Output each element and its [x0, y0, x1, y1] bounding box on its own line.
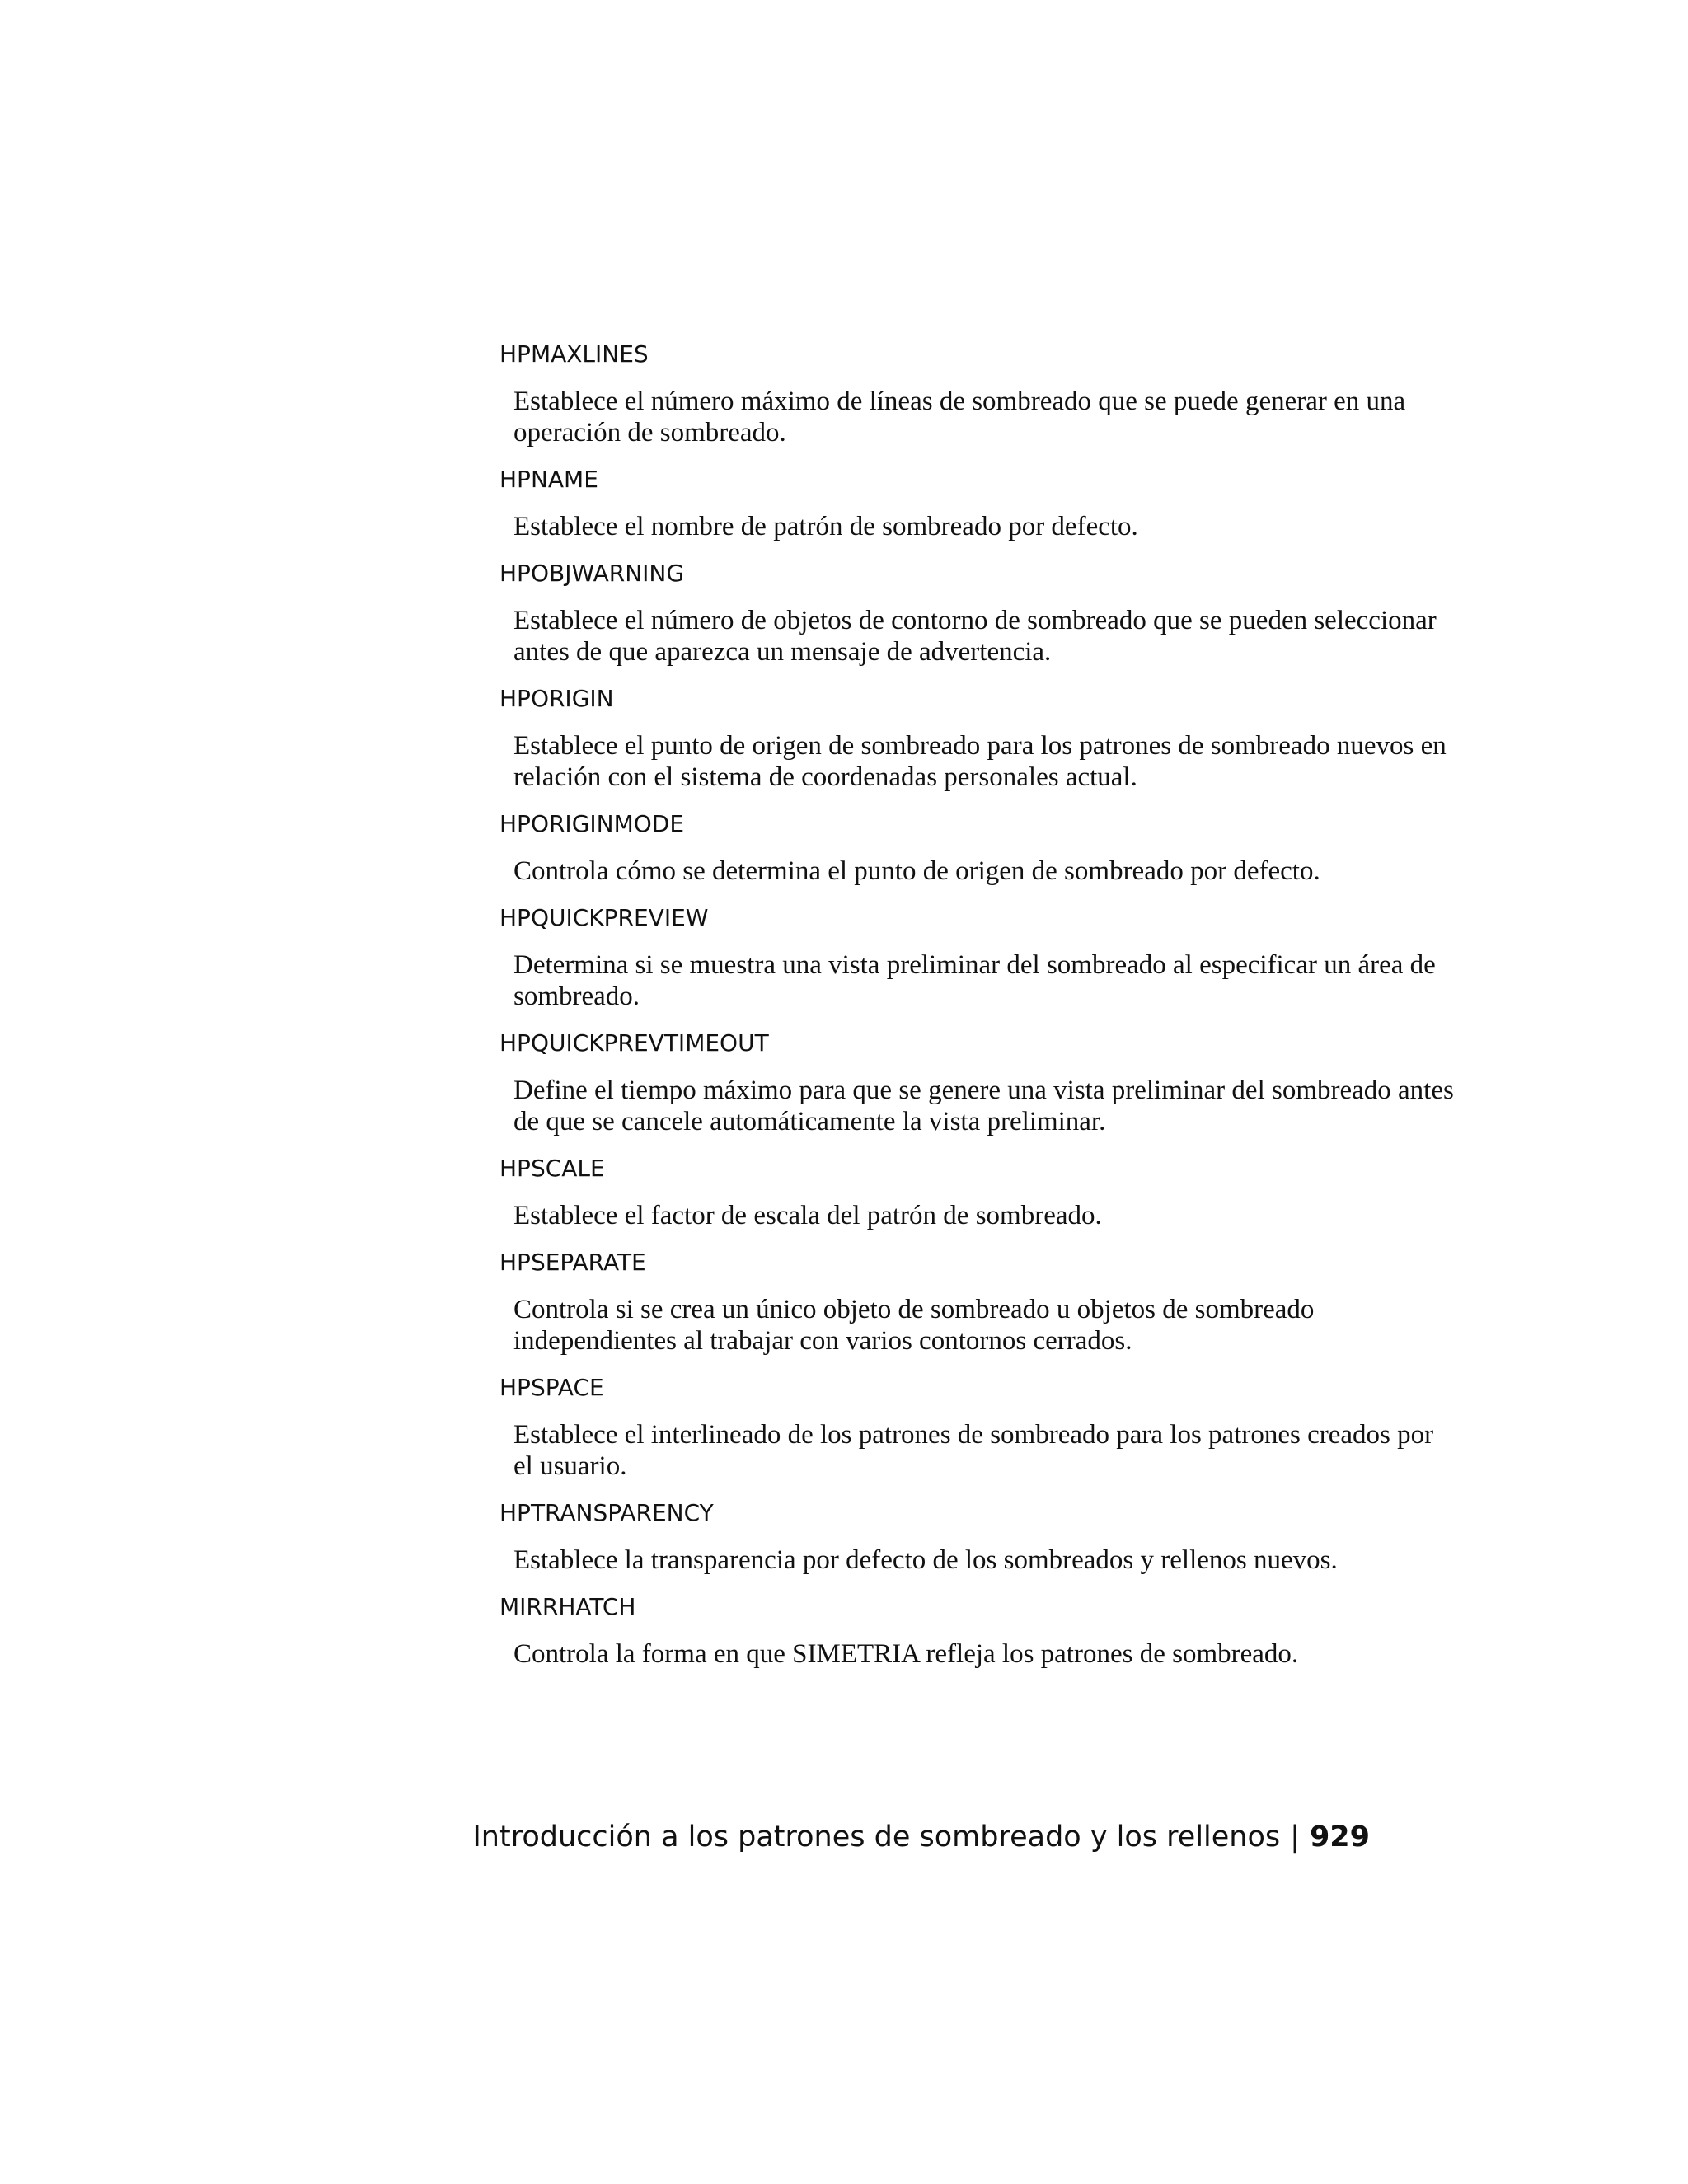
entry-hpspace [499, 1373, 1456, 1482]
entry-mirrhatch [499, 1592, 1456, 1670]
entry-hpscale [499, 1154, 1456, 1231]
entry-hpname [499, 465, 1456, 542]
variable-description: Controla cómo se determina el punto de origen de sombreado por defecto. [513, 856, 1320, 886]
variable-name: HPORIGINMODE [499, 810, 685, 837]
variable-name: HPQUICKPREVTIMEOUT [499, 1029, 769, 1057]
variable-name: HPORIGIN [499, 685, 614, 712]
variable-description: Establece el número de objetos de contorno de sombreado que se pueden seleccionar antes de que aparezca un mensaje de advertencia. [513, 606, 1437, 667]
variable-name: HPSEPARATE [499, 1249, 646, 1276]
entry-hpmaxlines [499, 340, 1456, 448]
entry-hpseparate [499, 1248, 1456, 1357]
variable-name: MIRRHATCH [499, 1593, 636, 1620]
entry-hpquickprevtimeout [499, 1029, 1456, 1137]
variable-name: HPTRANSPARENCY [499, 1499, 714, 1526]
variable-name: HPOBJWARNING [499, 560, 685, 587]
variable-description: Controla si se crea un único objeto de sombreado u objetos de sombreado independientes al trabajar con varios contornos cerrados. [513, 1295, 1315, 1356]
variable-description: Establece el factor de escala del patrón de sombreado. [513, 1201, 1102, 1230]
variable-description: Determina si se muestra una vista preliminar del sombreado al especificar un área de sombreado. [513, 950, 1436, 1011]
variable-description: Establece el nombre de patrón de sombreado por defecto. [513, 512, 1138, 541]
page-footer [472, 1821, 1370, 1854]
entry-hpobjwarning [499, 559, 1456, 668]
variable-name: HPQUICKPREVIEW [499, 904, 709, 931]
footer-chapter-title: Introducción a los patrones de sombreado y los rellenos [472, 1821, 1281, 1854]
variable-description: Establece la transparencia por defecto de los sombreados y rellenos nuevos. [513, 1545, 1338, 1575]
entry-hporiginmode [499, 809, 1456, 887]
variable-description: Establece el interlineado de los patrones de sombreado para los patrones creados por el usuario. [513, 1420, 1434, 1481]
entry-hporigin [499, 684, 1456, 793]
page-number: 929 [1309, 1821, 1370, 1854]
variable-name: HPSCALE [499, 1155, 605, 1182]
variable-description: Establece el punto de origen de sombreado para los patrones de sombreado nuevos en relación con el sistema de coordenadas personales actual. [513, 731, 1447, 792]
variable-name: HPNAME [499, 466, 598, 493]
entry-hptransparency [499, 1498, 1456, 1576]
variable-name: HPMAXLINES [499, 340, 649, 368]
variable-list [499, 340, 1456, 1686]
variable-description: Define el tiempo máximo para que se genere una vista preliminar del sombreado antes de que se cancele automáticamente la vista preliminar. [513, 1076, 1454, 1137]
footer-separator: | [1290, 1821, 1300, 1854]
variable-description: Establece el número máximo de líneas de sombreado que se puede generar en una operación de sombreado. [513, 387, 1406, 448]
variable-name: HPSPACE [499, 1374, 604, 1401]
variable-description: Controla la forma en que SIMETRIA refleja los patrones de sombreado. [513, 1639, 1299, 1669]
entry-hpquickpreview [499, 903, 1456, 1012]
